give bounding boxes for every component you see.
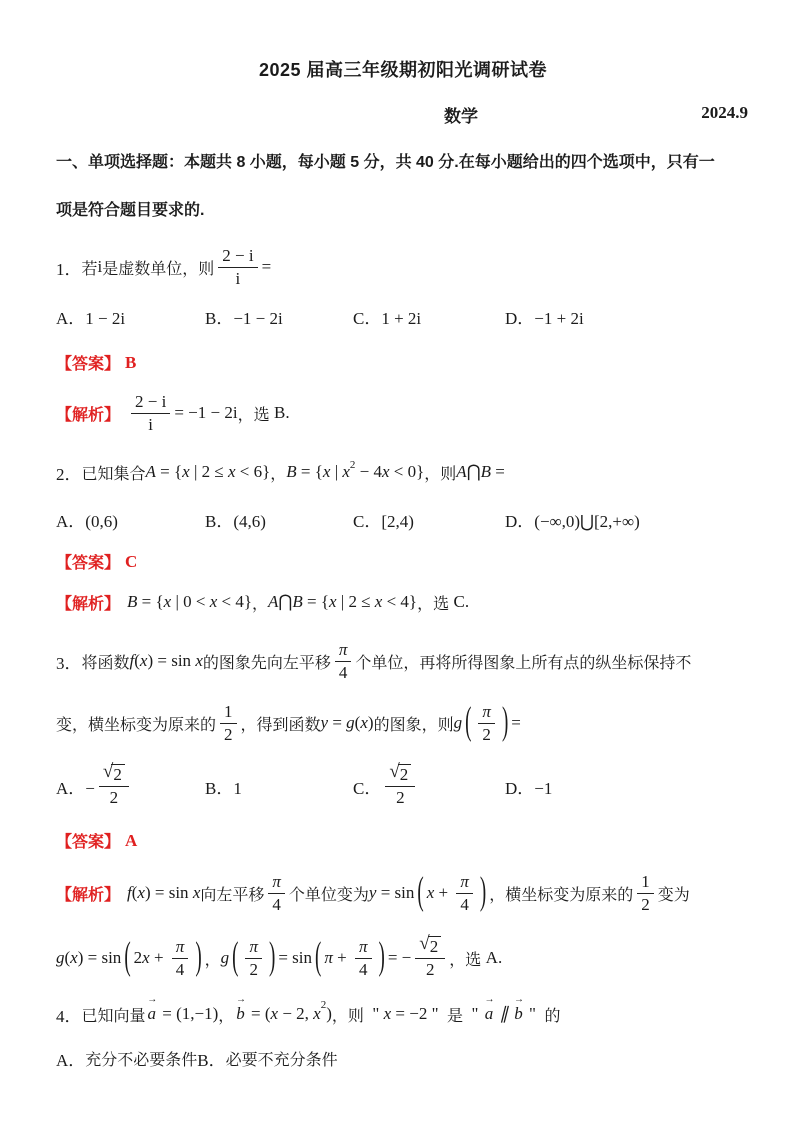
analysis-1 [56, 388, 750, 438]
math-text: ) [367, 713, 374, 732]
math-text: = ( [246, 1004, 271, 1023]
section-heading-line2: 项是符合题目要求的. [56, 202, 205, 219]
math-text: = −2 " [391, 1004, 448, 1023]
math-text: | 0 < [171, 592, 210, 611]
text: 的图象，则 [373, 716, 454, 734]
question-2-options [56, 506, 750, 532]
big-paren: ( [124, 935, 131, 979]
math-text: 2 [133, 948, 143, 967]
math-text: ⋂ [466, 462, 481, 481]
fraction [456, 872, 473, 914]
math-text: 1 [641, 871, 650, 891]
numerator [172, 937, 189, 959]
math-text: = [511, 713, 521, 732]
math-text: 3． [56, 653, 82, 673]
analysis-label: 【解析】 [56, 595, 121, 613]
text: 将函数 [81, 654, 130, 672]
denominator [355, 959, 372, 980]
math-text: | [330, 462, 343, 481]
numerator [131, 392, 170, 414]
fraction [335, 640, 352, 682]
math-variable: A [268, 592, 279, 611]
math-variable: x [195, 651, 203, 670]
analysis-label: 【解析】 [56, 406, 121, 424]
answer-label: 【答案】 [56, 834, 121, 851]
fraction [637, 872, 654, 914]
text: 向左平移 [200, 886, 265, 904]
fraction [385, 761, 415, 807]
question-4 [56, 994, 750, 1030]
math-text: 4 [460, 894, 469, 914]
math-text: − 4 [355, 462, 382, 481]
math-text: A． [56, 1051, 86, 1070]
math-variable: x [163, 592, 172, 611]
math-text: ( [131, 883, 138, 902]
math-text: = { [155, 462, 183, 481]
text: ， [218, 1007, 235, 1025]
math-variable: x [381, 462, 390, 481]
denominator [478, 724, 495, 745]
text: 的 [544, 1007, 561, 1025]
math-text: ) = sin [77, 948, 122, 967]
math-text: = sin [376, 883, 415, 902]
radicand [111, 764, 125, 785]
math-text: ( [134, 651, 140, 670]
math-text: " [524, 1004, 545, 1023]
subject-label: 数学 [444, 107, 478, 126]
math-text: ( [354, 713, 361, 732]
option-a [56, 759, 205, 813]
text: ，选 [417, 595, 454, 613]
math-text: 4 [272, 894, 281, 914]
numerator [99, 761, 129, 787]
math-variable: x [182, 462, 190, 481]
big-paren: ) [195, 935, 202, 979]
fraction [99, 761, 129, 807]
math-variable: x [383, 1004, 392, 1023]
math-variable: π [460, 871, 469, 891]
fraction [355, 937, 372, 979]
math-variable: g [346, 713, 355, 732]
math-text: = − [387, 948, 412, 967]
math-variable: x [342, 462, 350, 481]
math-variable: x [139, 651, 148, 670]
math-text: < 6} [235, 462, 271, 481]
denominator [422, 959, 439, 980]
math-text: 2 − i [135, 391, 167, 411]
math-text: 2 [399, 765, 409, 785]
option-b: B．−1 − 2i [205, 309, 283, 328]
radical-icon: √ [419, 933, 430, 955]
exam-date: 2024.9 [701, 103, 748, 122]
math-text: 2 [113, 765, 122, 785]
numerator [355, 937, 372, 959]
math-text: 2 [224, 724, 233, 744]
text: ，选 [237, 406, 275, 424]
math-text: − 2, [278, 1004, 314, 1023]
math-text: ) [326, 1004, 332, 1023]
numerator [456, 872, 473, 894]
big-paren: ( [232, 935, 239, 979]
math-variable: x [329, 592, 337, 611]
question-3-options [56, 759, 750, 813]
math-variable: g [56, 948, 65, 967]
text: ， [270, 465, 287, 483]
analysis-3-line1 [56, 862, 750, 924]
math-variable: π [482, 701, 491, 721]
fraction [131, 392, 170, 434]
fraction [478, 702, 495, 744]
big-paren: ) [269, 935, 276, 979]
math-text: i [97, 257, 103, 276]
math-variable: a [147, 1004, 157, 1023]
denominator [172, 959, 189, 980]
answer-label: 【答案】 [56, 356, 121, 373]
math-variable: A [456, 462, 467, 481]
math-text: 2 [396, 788, 405, 807]
page-title: 2025 届高三年级期初阳光调研试卷 [258, 60, 548, 80]
math-variable: g [220, 948, 230, 967]
vector [484, 994, 495, 1024]
math-variable: x [209, 592, 218, 611]
radical-icon: √ [102, 761, 114, 783]
math-variable: x [322, 462, 331, 481]
text: ， [252, 595, 269, 613]
math-variable: f [127, 883, 132, 902]
text: ，则 [331, 1007, 364, 1025]
math-text: 2 [426, 960, 435, 979]
math-variable: x [270, 1004, 279, 1023]
math-text: 2 [429, 937, 439, 957]
math-text: = sin [278, 948, 313, 967]
text: 若 [81, 260, 98, 278]
math-variable: x [137, 883, 145, 902]
math-variable: g [453, 713, 463, 732]
denominator [232, 268, 245, 289]
text: ，得到函数 [240, 716, 321, 734]
math-variable: A [145, 462, 156, 481]
superscript: 2 [349, 459, 356, 471]
math-variable: π [249, 936, 259, 956]
math-variable: x [374, 592, 383, 611]
big-paren: ) [501, 700, 509, 744]
answer-value: C [125, 551, 138, 571]
fraction [218, 246, 257, 288]
math-variable: x [192, 883, 201, 902]
math-text: C. [453, 592, 470, 611]
big-paren: ( [465, 700, 472, 744]
denominator [456, 894, 473, 915]
math-variable: b [236, 1004, 245, 1023]
numerator [385, 761, 415, 787]
question-1 [56, 242, 750, 292]
question-4-options [56, 1046, 750, 1071]
fraction [245, 937, 262, 979]
vector [514, 994, 524, 1024]
math-variable: π [324, 948, 333, 967]
math-text: = [261, 257, 272, 276]
math-variable: x [70, 948, 78, 967]
math-text: + [332, 948, 351, 967]
math-variable: B [127, 592, 138, 611]
fraction [220, 702, 237, 744]
math-variable: x [360, 713, 368, 732]
math-text: + [434, 883, 453, 902]
big-paren: ( [417, 870, 424, 914]
numerator [335, 640, 352, 662]
math-text: | 2 ≤ [189, 462, 228, 481]
math-text: " [463, 1004, 483, 1023]
math-text: " [363, 1004, 384, 1023]
math-text: C． [353, 778, 382, 798]
math-variable: a [484, 1004, 494, 1023]
math-text: ) = sin [147, 651, 196, 670]
square-root [102, 761, 125, 785]
math-variable: y [368, 883, 377, 902]
denominator [335, 662, 352, 683]
math-text: = { [302, 592, 329, 611]
math-text: D．−1 [505, 778, 553, 798]
text: 个单位变为 [288, 886, 369, 904]
question-2 [56, 458, 750, 486]
math-text: A. [485, 948, 503, 967]
denominator [220, 724, 237, 745]
numerator [478, 702, 495, 724]
math-text: i [148, 414, 154, 434]
option-d: D．(−∞,0)⋃[2,+∞) [505, 511, 640, 531]
math-text: 2． [56, 464, 82, 484]
math-text: A．− [56, 778, 95, 798]
option-b: B．(4,6) [205, 511, 266, 531]
vector [236, 994, 247, 1024]
option-a: A．1 − 2i [56, 309, 126, 328]
text: 是虚数单位，则 [102, 260, 215, 278]
math-text: = [328, 713, 347, 732]
math-variable: B [292, 592, 303, 611]
denominator [106, 787, 123, 808]
radical-icon: √ [389, 761, 400, 783]
analysis-3-line2 [56, 930, 750, 986]
square-root [389, 761, 411, 785]
vector-arrow-icon: → [514, 994, 524, 1005]
option-c: C．[2,4) [353, 511, 414, 531]
math-text: | 2 ≤ [336, 592, 375, 611]
math-variable: b [514, 1004, 523, 1023]
numerator [245, 937, 262, 959]
math-text: B．1 [205, 778, 242, 798]
math-text: = −1 − 2i [174, 403, 238, 422]
text: 变，横坐标变为原来的 [56, 716, 217, 734]
math-text: = { [137, 592, 164, 611]
math-variable: π [338, 639, 348, 659]
numerator [415, 933, 445, 959]
math-variable: f [129, 651, 135, 670]
text: 充分不必要条件 [85, 1052, 198, 1069]
math-text: ) = sin [144, 883, 193, 902]
superscript: 2 [320, 999, 327, 1011]
radicand [398, 764, 412, 785]
math-variable: π [175, 936, 185, 956]
text: 的图象先向左平移 [202, 654, 331, 672]
text: ，则 [424, 465, 457, 483]
math-variable: x [142, 948, 150, 967]
answer-2 [56, 550, 750, 573]
math-text: < 4} [382, 592, 418, 611]
math-variable: B [286, 462, 297, 481]
math-text: 4 [359, 959, 368, 979]
fraction [172, 937, 189, 979]
math-text: 2 − i [222, 245, 254, 265]
question-1-options [56, 304, 750, 329]
question-3-line2 [56, 695, 750, 751]
math-text: 2 [249, 959, 258, 979]
subject-row [56, 102, 750, 126]
math-text: 1． [56, 259, 82, 279]
option-c: C．1 + 2i [353, 309, 422, 328]
math-variable: y [320, 713, 329, 732]
text: 必要不充分条件 [225, 1052, 338, 1069]
math-text: < 0} [389, 462, 425, 481]
math-variable: π [358, 936, 368, 956]
math-text: = (1,−1) [158, 1004, 219, 1023]
option-b [205, 759, 353, 813]
math-text: ⋂ [278, 592, 293, 611]
section-heading-line1: 一、单项选择题：本题共 8 小题，每小题 5 分，共 40 分.在每小题给出的四个选项中，只有一 [56, 154, 715, 171]
option-d [505, 759, 750, 813]
math-text: + [149, 948, 168, 967]
vector-arrow-icon: → [484, 994, 495, 1005]
answer-label: 【答案】 [56, 555, 121, 572]
math-text: 4 [338, 662, 348, 682]
square-root [419, 933, 441, 957]
radicand [428, 936, 442, 957]
text: ， [204, 951, 221, 969]
option-d: D．−1 + 2i [505, 309, 584, 328]
vector [147, 994, 158, 1024]
math-text: < 4} [217, 592, 252, 611]
math-variable: x [313, 1004, 321, 1023]
vector-arrow-icon: → [236, 994, 247, 1005]
math-text: = { [296, 462, 323, 481]
math-variable: π [272, 871, 281, 891]
math-text: 2 [109, 788, 119, 807]
numerator [220, 702, 237, 724]
math-text: B． [197, 1051, 226, 1070]
math-variable: B [480, 462, 492, 481]
text: 是 [447, 1007, 464, 1025]
denominator [392, 787, 409, 808]
answer-3 [56, 829, 750, 852]
math-text: ( [64, 948, 71, 967]
math-text: = [491, 462, 505, 481]
text: ，横坐标变为原来的 [489, 886, 634, 904]
question-3-line1 [56, 635, 750, 687]
numerator [637, 872, 654, 894]
text: ，选 [449, 951, 486, 969]
answer-1 [56, 351, 750, 374]
math-text: 2 [641, 894, 650, 914]
analysis-2 [56, 589, 750, 615]
option-a: A．(0,6) [56, 511, 118, 531]
denominator [268, 894, 285, 915]
fraction [268, 872, 285, 914]
text: 已知向量 [81, 1007, 146, 1025]
denominator [637, 894, 654, 915]
math-text: i [235, 268, 241, 288]
option-c [353, 759, 505, 813]
answer-value: B [125, 352, 137, 372]
numerator [218, 246, 257, 268]
analysis-label: 【解析】 [56, 886, 121, 904]
fraction [415, 933, 445, 979]
math-text: 4． [56, 1006, 82, 1026]
math-variable: ∥ [495, 1004, 513, 1023]
denominator [144, 414, 157, 435]
text: 变为 [657, 886, 690, 904]
big-paren: ) [479, 870, 487, 914]
math-text: 2 [482, 724, 491, 744]
math-variable: x [426, 883, 435, 902]
denominator [246, 959, 263, 980]
answer-value: A [125, 830, 138, 850]
math-text: B. [274, 403, 290, 422]
text: 已知集合 [81, 465, 146, 483]
vector-arrow-icon: → [147, 994, 158, 1005]
big-paren: ) [378, 935, 385, 979]
math-text: 1 [224, 701, 233, 721]
numerator [268, 872, 285, 894]
text: 个单位，再将所得图象上所有点的纵坐标保持不 [355, 654, 692, 672]
math-text: 4 [175, 959, 185, 979]
math-variable: x [227, 462, 236, 481]
big-paren: ( [315, 935, 322, 979]
